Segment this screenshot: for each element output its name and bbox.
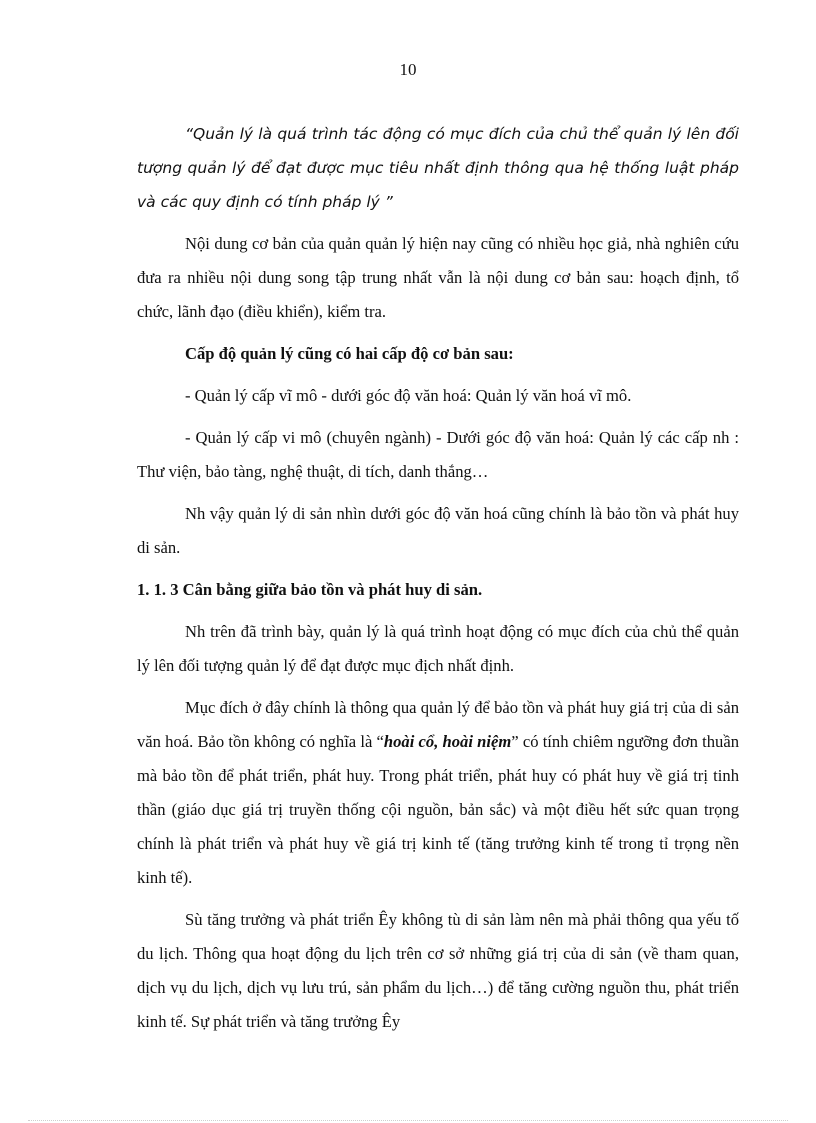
emphasis-phrase: hoài cổ, hoài niệm: [383, 732, 512, 751]
page-number: 10: [399, 60, 417, 79]
section-heading: 1. 1. 3 Cân bằng giữa bảo tồn và phát huy di sản.: [137, 580, 483, 599]
document-body: [137, 117, 739, 1047]
paragraph-heritage-management: Nh vậy quản lý di sản nhìn dưới góc độ văn hoá cũng chính là bảo tồn và phát huy di sản.: [137, 504, 739, 557]
page-bottom-divider: [28, 1120, 788, 1121]
paragraph-management-levels: Cấp độ quản lý cũng có hai cấp độ cơ bản sau:: [185, 344, 514, 363]
paragraph-as-presented: Nh trên đã trình bày, quản lý là quá trình hoạt động có mục đích của chủ thể quản lý lên đối tượng quản lý để đạt được mục địch nhất định.: [137, 622, 739, 675]
paragraph-purpose: [137, 691, 739, 895]
paragraph-growth-tourism: Sù tăng trưởng và phát triển Êy không tù di sản làm nên mà phải thông qua yếu tố du lịch. Thông qua hoạt động du lịch trên cơ sở những giá trị của di sản (về tham quan, dịch vụ du lịch, dịch vụ lưu trú, sản phẩm du lịch…) để tăng cường nguồn thu, phát triển kinh tế. Sự phát triển và tăng trưởng Êy: [137, 910, 739, 1031]
definition-quote: “Quản lý là quá trình tác động có mục đích của chủ thể quản lý lên đối tượng quản lý để đạt được mục tiêu nhất định thông qua hệ thống luật pháp và các quy định có tính pháp lý ”: [137, 125, 739, 211]
purpose-text-end: ” có tính chiêm ngưỡng đơn thuần mà bảo tồn để phát triển, phát huy. Trong phát triển, phát huy có phát huy về giá trị tinh thần (giáo dục giá trị truyền thống cội nguồn, bản sắc) và một điều hết sức quan trọng chính là phát triển và phát huy về giá trị kinh tế (tăng trưởng kinh tế trong tỉ trọng nền kinh tế).: [137, 732, 740, 887]
paragraph-management-content: Nội dung cơ bản của quản quản lý hiện nay cũng có nhiều học giả, nhà nghiên cứu đưa ra nhiều nội dung song tập trung nhất vẫn là nội dung cơ bản sau: hoạch định, tổ chức, lãnh đạo (điều khiển), kiểm tra.: [137, 234, 739, 321]
list-item-micro-level: - Quản lý cấp vi mô (chuyên ngành) - Dưới góc độ văn hoá: Quản lý các cấp nh : Thư viện, bảo tàng, nghệ thuật, di tích, danh thắng…: [137, 428, 739, 481]
list-item-macro-level: - Quản lý cấp vĩ mô - dưới góc độ văn hoá: Quản lý văn hoá vĩ mô.: [185, 386, 632, 405]
purpose-text-start: Mục đích ở đây chính là thông qua quản lý để bảo tồn và phát huy giá trị của di sản văn hoá. Bảo tồn không có nghĩa là “: [137, 698, 739, 751]
